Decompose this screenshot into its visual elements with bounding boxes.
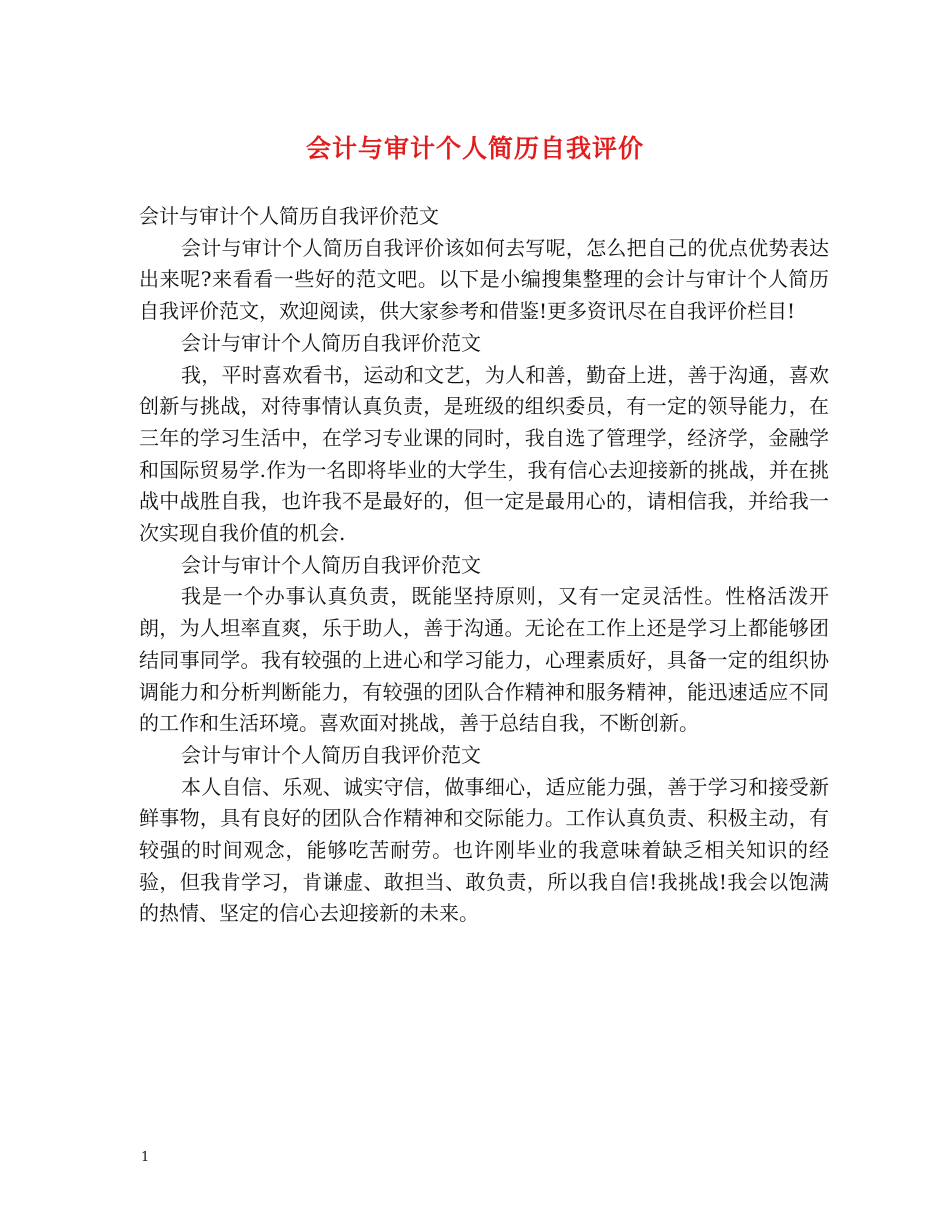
paragraph-intro: 会计与审计个人简历自我评价该如何去写呢，怎么把自己的优点优势表达出来呢?来看看一些好的范文吧。以下是小编搜集整理的会计与审计个人简历自我评价范文，欢迎阅读，供大家参考和借鉴!更多资讯尽在自我评价栏目! (139, 235, 829, 324)
paragraph-heading-3: 会计与审计个人简历自我评价范文 (181, 742, 481, 767)
paragraph-sample-2: 我是一个办事认真负责，既能坚持原则，又有一定灵活性。性格活泼开朗，为人坦率直爽，乐于助人，善于沟通。无论在工作上还是学习上都能够团结同事同学。我有较强的上进心和学习能力，心理素质好，具备一定的组织协调能力和分析判断能力，有较强的团队合作精神和服务精神，能迅速适应不同的工作和生活环境。喜欢面对挑战，善于总结自我，不断创新。 (139, 584, 829, 736)
paragraph-sample-1: 我，平时喜欢看书，运动和文艺，为人和善，勤奋上进，善于沟通，喜欢创新与挑战，对待事情认真负责，是班级的组织委员，有一定的领导能力，在三年的学习生活中，在学习专业课的同时，我自选了管理学，经济学，金融学和国际贸易学.作为一名即将毕业的大学生，我有信心去迎接新的挑战，并在挑战中战胜自我，也许我不是最好的，但一定是最用心的，请相信我，并给我一次实现自我价值的机会. (139, 362, 829, 546)
document-title: 会计与审计个人简历自我评价 (305, 134, 644, 163)
paragraph-sample-3: 本人自信、乐观、诚实守信，做事细心，适应能力强，善于学习和接受新鲜事物，具有良好的团队合作精神和交际能力。工作认真负责、积极主动，有较强的时间观念，能够吃苦耐劳。也许刚毕业的我意味着缺乏相关知识的经验，但我肯学习，肯谦虚、敢担当、敢负责，所以我自信!我挑战!我会以饱满的热情、坚定的信心去迎接新的未来。 (139, 774, 829, 926)
paragraph-heading-1: 会计与审计个人简历自我评价范文 (181, 330, 481, 355)
paragraph-heading-2: 会计与审计个人简历自我评价范文 (181, 552, 481, 577)
page-number: 1 (141, 1150, 150, 1165)
document-body (139, 201, 829, 930)
paragraph-intro-heading: 会计与审计个人简历自我评价范文 (139, 204, 439, 228)
